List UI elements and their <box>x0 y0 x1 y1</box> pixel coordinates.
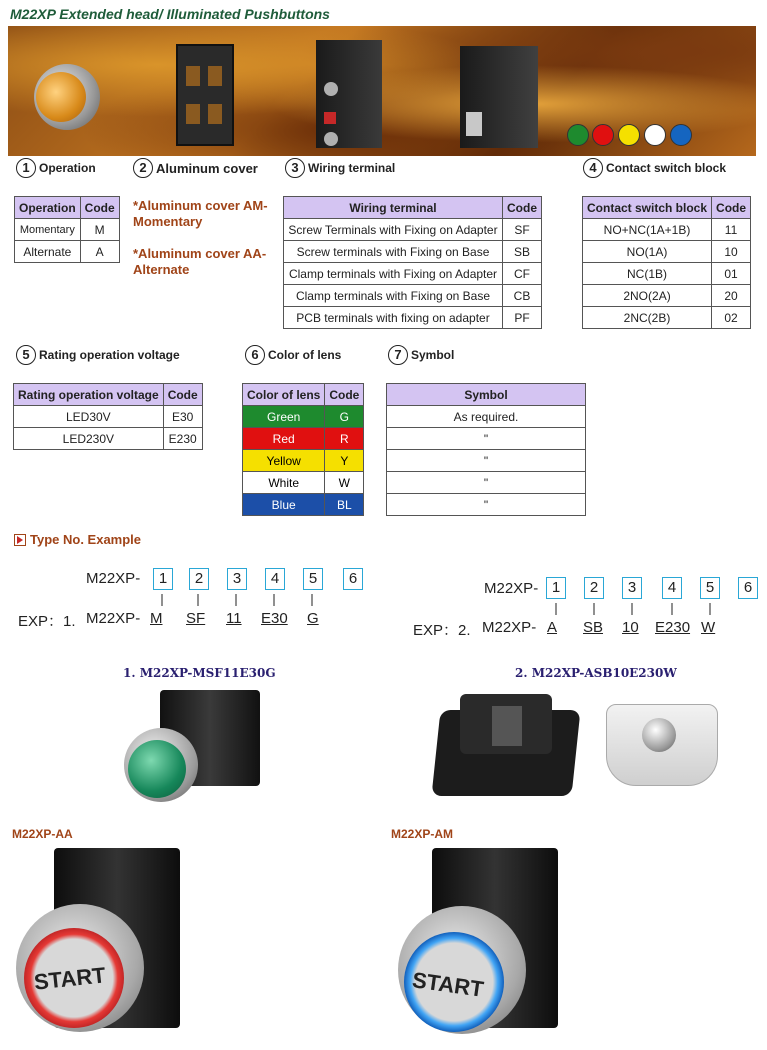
header-cell: Code <box>325 384 364 406</box>
table-cell: " <box>387 472 586 494</box>
table-row <box>243 406 364 428</box>
example2-label: EXP：2. <box>413 622 471 639</box>
section-label: Wiring terminal <box>308 161 396 175</box>
table-row <box>583 241 751 263</box>
table-row <box>583 307 751 329</box>
model-prefix: M22XP- <box>86 570 141 587</box>
header-cell: Code <box>712 197 751 219</box>
table-header-row <box>14 384 203 406</box>
table-row <box>284 241 542 263</box>
table-row <box>387 450 586 472</box>
header-cell: Color of lens <box>243 384 325 406</box>
table-row <box>14 406 203 428</box>
adapter-photo <box>176 44 234 146</box>
table-row <box>387 428 586 450</box>
table-cell: PF <box>503 307 542 329</box>
table-header-row <box>583 197 751 219</box>
table-row <box>243 494 364 516</box>
table-cell: Alternate <box>15 241 81 263</box>
table-cell: As required. <box>387 406 586 428</box>
contact-table <box>582 196 751 329</box>
table-row <box>387 406 586 428</box>
ex1-code: SF <box>186 610 206 627</box>
section-number: 1 <box>16 158 36 178</box>
table-cell: E30 <box>163 406 202 428</box>
contact-block-photo <box>316 40 382 148</box>
symbol-table <box>386 383 586 516</box>
operation-table <box>14 196 120 263</box>
table-cell: Clamp terminals with Fixing on Adapter <box>284 263 503 285</box>
table-cell: CB <box>503 285 542 307</box>
lens-code-cell: W <box>325 472 364 494</box>
table-header-row <box>284 197 542 219</box>
ex1-code: G <box>307 610 319 627</box>
sample1-photo <box>150 690 270 794</box>
lens-dot-green <box>567 124 589 146</box>
table-cell: NO(1A) <box>583 241 712 263</box>
table-cell: 20 <box>712 285 751 307</box>
code-box: 3 <box>622 577 642 599</box>
start-label: START <box>410 967 486 1002</box>
section-contact-heading <box>583 158 726 178</box>
table-cell: SB <box>503 241 542 263</box>
ex2-tick-lines <box>544 601 724 621</box>
table-cell: Clamp terminals with Fixing on Base <box>284 285 503 307</box>
section-operation-heading <box>16 158 96 178</box>
table-row <box>387 494 586 516</box>
example1-prefix: M22XP- <box>86 610 141 627</box>
table-row <box>583 263 751 285</box>
section-number: 5 <box>16 345 36 365</box>
table-cell: PCB terminals with fixing on adapter <box>284 307 503 329</box>
header-cell: Contact switch block <box>583 197 712 219</box>
table-cell: 01 <box>712 263 751 285</box>
ex2-code: W <box>701 619 716 636</box>
section-label: Color of lens <box>268 348 342 362</box>
table-cell: A <box>80 241 119 263</box>
section-label: Rating operation voltage <box>39 348 180 362</box>
header-cell: Operation <box>15 197 81 219</box>
lens-dot-yellow <box>618 124 640 146</box>
table-cell: 2NO(2A) <box>583 285 712 307</box>
lens-name-cell: Red <box>243 428 325 450</box>
sample1-caption: 1. M22XP-MSF11E30G <box>123 666 276 680</box>
cover-note-am: *Aluminum cover AM-Momentary <box>133 198 268 229</box>
amber-lens-photo <box>36 72 86 122</box>
lens-code-cell: G <box>325 406 364 428</box>
table-row <box>15 241 120 263</box>
header-cell: Rating operation voltage <box>14 384 164 406</box>
code-box: 1 <box>546 577 566 599</box>
section-label: Aluminum cover <box>156 160 258 176</box>
ex2-code: SB <box>583 619 604 636</box>
lens-name-cell: White <box>243 472 325 494</box>
am-pushbutton-photo <box>392 848 582 1032</box>
type-example-label: Type No. Example <box>30 532 142 547</box>
table-cell: Screw Terminals with Fixing on Adapter <box>284 219 503 241</box>
section-label: Contact switch block <box>606 161 727 175</box>
table-row <box>583 219 751 241</box>
example-label: EXP：1. <box>18 613 76 630</box>
voltage-table <box>13 383 203 450</box>
aa-pushbutton-photo <box>14 848 204 1032</box>
section-number: 2 <box>133 158 153 178</box>
table-row <box>243 472 364 494</box>
aa-caption: M22XP-AA <box>12 827 73 841</box>
led-block-photo <box>460 46 538 148</box>
section-number: 7 <box>388 345 408 365</box>
section-cover-heading <box>133 158 258 178</box>
section-lens-heading <box>245 345 341 365</box>
start-label: START <box>32 962 107 995</box>
table-cell: " <box>387 428 586 450</box>
code-box: 5 <box>700 577 720 599</box>
code-box: 1 <box>153 568 173 590</box>
section-label: Operation <box>39 161 96 175</box>
table-cell: Screw terminals with Fixing on Base <box>284 241 503 263</box>
lens-name-cell: Yellow <box>243 450 325 472</box>
code-box: 2 <box>584 577 604 599</box>
table-row <box>284 285 542 307</box>
section-voltage-heading <box>16 345 180 365</box>
lens-code-cell: Y <box>325 450 364 472</box>
code-box: 6 <box>738 577 758 599</box>
table-cell: LED230V <box>14 428 164 450</box>
ex1-code: 11 <box>226 610 242 627</box>
table-row <box>583 285 751 307</box>
section-number: 3 <box>285 158 305 178</box>
type-example-heading <box>14 532 141 547</box>
product-banner <box>8 26 756 156</box>
sample2-panel-photo <box>606 696 718 792</box>
table-cell: 2NC(2B) <box>583 307 712 329</box>
lens-dot-white <box>644 124 666 146</box>
ex2-code: 10 <box>622 619 639 636</box>
wiring-table <box>283 196 542 329</box>
page-title: M22XP Extended head/ Illuminated Pushbuttons <box>10 6 330 22</box>
lens-code-cell: BL <box>325 494 364 516</box>
example1-box-row <box>86 570 140 587</box>
header-cell: Code <box>80 197 119 219</box>
table-cell: 11 <box>712 219 751 241</box>
section-label: Symbol <box>411 348 455 362</box>
sample2-enclosure-photo <box>430 688 578 800</box>
section-number: 6 <box>245 345 265 365</box>
sample2-caption: 2. M22XP-ASB10E230W <box>515 666 677 680</box>
ex2-code: A <box>547 619 558 636</box>
code-box: 4 <box>662 577 682 599</box>
header-cell: Wiring terminal <box>284 197 503 219</box>
code-box: 5 <box>303 568 323 590</box>
header-cell: Code <box>503 197 542 219</box>
ex1-code: M <box>150 610 163 627</box>
section-symbol-heading <box>388 345 454 365</box>
table-row <box>284 263 542 285</box>
ex2-code: E230 <box>655 619 691 636</box>
table-cell: LED30V <box>14 406 164 428</box>
table-cell: CF <box>503 263 542 285</box>
table-header-row <box>15 197 120 219</box>
example2-box-row <box>484 580 538 597</box>
model-prefix: M22XP- <box>484 580 539 597</box>
header-cell: Code <box>163 384 202 406</box>
table-row <box>284 219 542 241</box>
ex1-code: E30 <box>261 610 288 627</box>
table-row <box>15 219 120 241</box>
table-cell: NO+NC(1A+1B) <box>583 219 712 241</box>
table-cell: 10 <box>712 241 751 263</box>
lens-name-cell: Blue <box>243 494 325 516</box>
code-box: 6 <box>343 568 363 590</box>
lens-dot-red <box>592 124 614 146</box>
table-cell: " <box>387 494 586 516</box>
lens-name-cell: Green <box>243 406 325 428</box>
ex1-tick-lines <box>150 592 330 612</box>
table-cell: NC(1B) <box>583 263 712 285</box>
arrow-icon <box>14 534 26 546</box>
table-row <box>14 428 203 450</box>
table-cell: M <box>80 219 119 241</box>
table-row <box>284 307 542 329</box>
cover-note-aa: *Aluminum cover AA-Alternate <box>133 246 267 277</box>
table-cell: " <box>387 450 586 472</box>
am-caption: M22XP-AM <box>391 827 454 841</box>
table-row <box>387 472 586 494</box>
table-header-row <box>243 384 364 406</box>
lens-code-cell: R <box>325 428 364 450</box>
code-box: 3 <box>227 568 247 590</box>
lens-dot-blue <box>670 124 692 146</box>
lens-table <box>242 383 364 516</box>
table-row <box>243 450 364 472</box>
code-box: 4 <box>265 568 285 590</box>
section-wiring-heading <box>285 158 395 178</box>
code-box: 2 <box>189 568 209 590</box>
example2-prefix: M22XP- <box>482 619 537 636</box>
table-cell: Momentary <box>15 219 81 241</box>
section-number: 4 <box>583 158 603 178</box>
table-cell: E230 <box>163 428 202 450</box>
table-cell: 02 <box>712 307 751 329</box>
table-cell: SF <box>503 219 542 241</box>
table-row <box>243 428 364 450</box>
example1-row <box>18 610 76 631</box>
table-header-row <box>387 384 586 406</box>
header-cell: Symbol <box>387 384 586 406</box>
